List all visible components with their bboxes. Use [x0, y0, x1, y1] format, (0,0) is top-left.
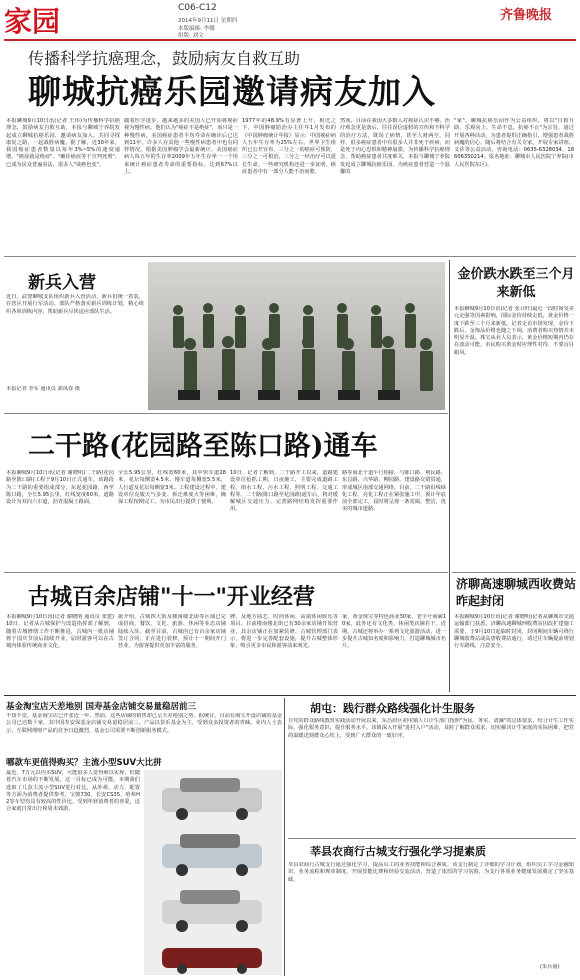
- car-body: 最近，7万元以内买SUV，可能很多人觉得难以实现，但随着汽车市场的不断发展，这一目标已成为可能。本期我们选取了几款主流小型SUV进行对比，从外观、动力、配置等方面为消费者提供参考。宝骏730、长安CS35、哈弗H2等车型均具有较高的性价比，受到年轻消费者的喜爱，适合家庭日常出行和周末郊游。: [6, 770, 140, 813]
- fund-body: 不知不觉，基金淘宝店已开张近一年。然而，这些店铺的销售却已呈天差地别之势。据统计，目前在淘宝开设店铺的基金公司已达数十家，其中国寿安保基金店铺交易量稳居前三，产品以货币基金为主，受到众多投资者的青睐。业内人士表示，互联网理财产品的竞争日趋激烈，基金公司需要不断创新服务模式。: [6, 713, 282, 734]
- shop-col-3: 牌，及地方曲艺、时尚休闲、高端休闲娱乐等项目。目前楼南楼北街已有30余家店铺开始营业，其余店铺正在加紧装修。古城管理部门表示，将进一步完善配套设施，提升古城整体形象，吸引更多市民和游客前来观光。: [230, 614, 338, 650]
- shop-col-4: 家、黄金珠宝等特色商业30家，老字号商铺10家，此外还有文化类、休闲类店铺若干。近期，古城还将举办一系列文化旅游活动，进一步提升古城知名度和影响力，打造聊城城市名片。: [342, 614, 446, 650]
- shop-col-1: 本报聊城9月10日讯(记者 谢晓明 通讯员 张建)10日，记者从古城保护与改造指挥部了解到，随着古城修缮工作不断推进，古城内一批店铺将于国庆节前后陆续开业，届时游客可以在古城内体验传统商业文化。: [6, 614, 114, 650]
- lead-rule: [4, 256, 576, 257]
- road-col-2: 全长5.95公里，红线宽60米，其中快车道28米，花坛每侧宽4.5米，慢车道每侧宽5.5米，人行道及花坛每侧宽3米。工程建设过程中，建设单位克服天气多变、拆迁难度大等困难，确保工程按期完工，为市民出行提供了便利。: [118, 470, 226, 506]
- xz-body: 莘县农商行古城支行通过强化学习，提高员工的业务技能和综合素质。该支行制定了详细的学习计划，组织员工学习金融知识、业务流程和规章制度，开展技能比赛和经验交流活动，营造了浓厚的学习氛围，为支行各项业务健康发展奠定了坚实基础。: [288, 862, 574, 883]
- car-illustrations: [144, 770, 282, 975]
- road-rule: [4, 413, 448, 414]
- gold-body: 本报聊城9月10日讯(记者 张召旺)最近一段时间受美元走强等因素影响，国际金价持续走低，黄金价格一度下跌至三个月来新低。记者走访市场发现，金价下跌后，金饰品价格也随之下调，消费者购买热情并未明显升温。珠宝从业人员表示，黄金价格短期内仍存在波动可能，市民购买黄金时应理性对待，不要盲目跟风。: [454, 306, 574, 356]
- jinan-rule: [452, 572, 576, 573]
- shop-col-2: 据介绍，古城四大街及楼南楼北街等区域已完成招商，餐饮、文化、旅游、休闲等业态店铺陆续入驻。截至目前，古城内已有百余家店铺签订合同，正在进行装修，预计十一期间开门营业，为游客提供更加丰富的服务。: [118, 614, 226, 650]
- news1-byline: 本报记者 李军 通讯员 郭凤春 摄: [6, 386, 81, 392]
- road-col-3: 10日，记者了解到，二干路开工以来，道路建设单位抢抓工期，日夜施工，主要完成道路工程、雨水工程、污水工程、照明工程、交通工程等。二干路(陈口路至花园路)通车后，将对缓解城区交通压力、完善路网结构发挥重要作用。: [230, 470, 338, 513]
- editor-credit: 本版编辑: 李娜: [178, 26, 215, 32]
- bottom-rule: [4, 695, 576, 696]
- lead-col-5: "家"。聊城抗癌乐园作为公益组织，将以"自救互助、乐观向上、生命不息，抗癌不止"为宗旨，通过开展各种活动，为患者提供正确指引，增强患者战胜病魔的信心。随后将结合有关专家，开展专家讲座、义诊等公益活动。咨询电话：0635-6328034、18606350214。报名地址：聊城市人民医院宁养院(市人民医院东区)。: [454, 118, 574, 168]
- fund-headline: 基金淘宝店天差地别 国寿基金店铺交易量稳居前三: [6, 702, 196, 712]
- bottom-column-rule: [284, 698, 285, 976]
- issue-date: 2014年9月11日 星期四: [178, 18, 238, 24]
- shop-headline: 古城百余店铺"十一"开业经营: [28, 584, 315, 610]
- newspaper-logo: 齐鲁晚报: [500, 8, 553, 23]
- news1-headline: 新兵入营: [28, 273, 96, 293]
- xz-headline: 莘县农商行古城支行强化学习提素质: [310, 845, 486, 858]
- shop-rule: [4, 572, 448, 573]
- jinan-body: 本报聊城9月10日讯(记者 谢晓明)记者从聊城市交通运输部门获悉，济聊高速聊城西收费站因改扩建施工需要，于9月10日起临时封闭，封闭期间车辆可绕行聊城收费站或高唐收费站通行，请过往车辆提前规划行车路线，注意安全。: [454, 614, 574, 650]
- jinan-headline: 济聊高速聊城西收费站昨起封闭: [456, 577, 577, 608]
- header-rule: [4, 39, 576, 41]
- road-headline: 二干路(花园路至陈口路)通车: [28, 431, 378, 462]
- lead-kicker: 传播科学抗癌理念，鼓励病友自救互助: [28, 49, 301, 68]
- page-range: C06-C12: [178, 3, 217, 13]
- lead-col-4: 然而，目前在我国大多数人对癌症认识不够，治疗观念更是落后，往往误信虚假的宣传和不科学的治疗方法，耽误了病情，甚至人财两空。同样，很多癌症患者中有很多人并非死于疾病，而是死于内心恐惧和精神崩溃。为传播科学抗癌理念，帮助癌症患者共度难关，本报与聊城宁养院发起成立聊城抗癌乐园，为癌症患者营造一个温馨的: [340, 118, 450, 176]
- road-col-1: 本报聊城9月10日讯(记者 谢晓明)二干路(花园路至陈口路)工程于9月10日正式通车。该路段为二干路的重要组成部分，东起花园路，西至陈口路，全长5.95公里，红线宽度60米，道路设计为双向六车道，沥青混凝土路面。: [6, 470, 114, 506]
- lead-col-2: 随着医学进步，越来越多的美国人已开始将癌症视为慢性病。他们认为"癌症不是绝症"，而只是一种慢性病。美国癌症患者平均寿命在确诊后已达到11年。许多人在其他一些慢性病患者中也有同样情况。根据美国肿瘤学会最新统计，美国癌症病人每五年的生存率2009年五年生存率一一个用来统计癌症患者寿命的重要指标，达到67%以上。: [124, 118, 238, 176]
- proofreader-credit: 组版: 刘文: [178, 33, 204, 39]
- lead-col-3: 1977年的48.9%有显著上升，相比之下，中国肿瘤防治办主任年1月发布的《中国肿瘤统计年报》显示：中国癌症病人五年生存率为25%左右。世界卫生组织已公开宣布，三分之一的癌症可预防，三分之一可根治，三分之一经治疗可以延长生命。一些研究机构还进一步证明，癌症患者中有一部分人能不治而愈。: [242, 118, 336, 176]
- lead-headline: 聊城抗癌乐园邀请病友加入: [28, 72, 436, 111]
- section-title: 家园: [4, 5, 61, 38]
- hz-headline: 胡屯：践行群众路线强化计生服务: [310, 702, 475, 715]
- hz-rule: [288, 838, 576, 839]
- road-col-4: 路等南北干道平行相接，与陈口路、利民路、东昌路、兴华路、柳园路、建设路交错贯通，形成城区南部交通网络。目前，二干路沿线绿化工程、亮化工程正在紧张施工中，预计年底前全部完工，届时将呈现一条宽阔、整洁、优美的城市道路。: [342, 470, 446, 513]
- soldiers-illustration: [148, 262, 445, 410]
- gold-headline: 金价跌水跌至三个月来新低: [457, 267, 575, 300]
- car-photos: [144, 770, 282, 975]
- news1-body: 近日，武警聊城支队组织新兵入营活动，新兵们统一着装，在营区开展行军活动。部队严格落实新兵训练计划，精心组织各项训练内容，帮助新兵尽快适应部队生活。: [6, 294, 144, 315]
- hz-body: 自党的群众路线教育实践活动开展以来，东昌府区胡屯镇人口计生部门按照"为民、务实、清廉"的总体要求，结合计生工作实际，强化服务意识，提升服务水平。该镇深入开展"进村入户"活动，及时了解群众需求，切实解决计生家庭的实际困难，把党的温暖送到群众心坎上，受到广大群众的一致好评。: [288, 718, 574, 739]
- right-column-rule: [449, 260, 450, 692]
- soldiers-photo: [148, 262, 445, 410]
- car-headline: 哪款车更值得购买？主流小型SUV大比拼: [6, 758, 162, 768]
- lead-col-1: 本报聊城9月10日讯(记者 王伟)为传播科学抗癌理念，鼓励病友自救互助，本报与聊城宁养院发起成立聊城抗癌乐园，邀请病友加入。共同寻找康复之路，一起战胜病魔。据了解，近30年来，我国癌症患者数量以每年3%~5%的速度递增。"癌症就是绝症"、"确诊癌症等于宣判死刑"，已成为民众普遍看法，很多人"谈癌色变"。: [6, 118, 120, 168]
- xz-byline: (朱兵丽): [540, 964, 560, 970]
